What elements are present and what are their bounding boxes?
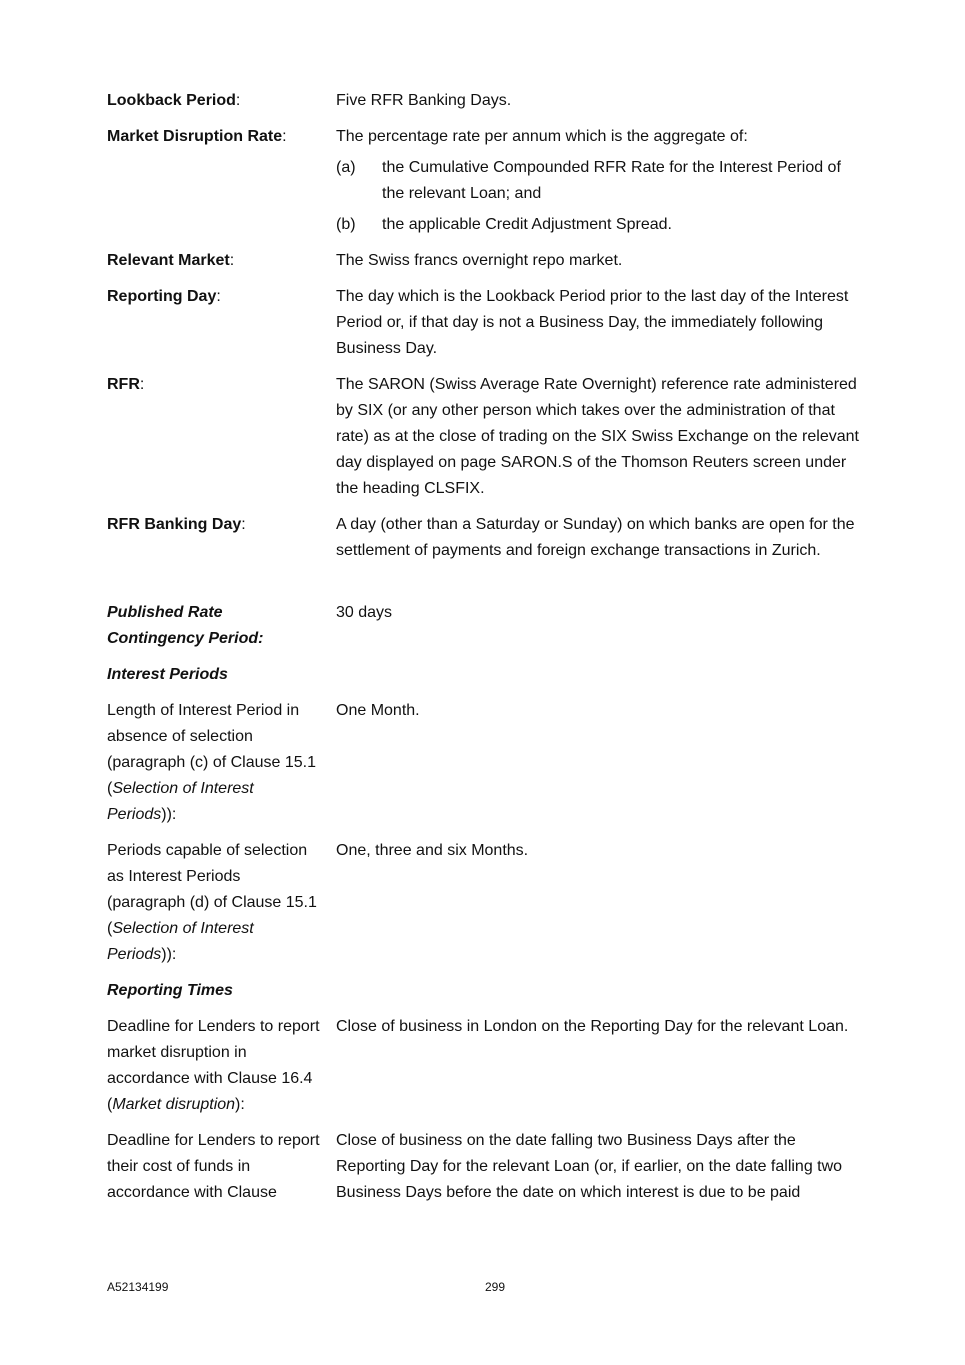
definition-text	[336, 124, 867, 238]
section-heading: Interest Periods	[107, 666, 228, 683]
sub-item-label: (b)	[336, 216, 356, 233]
definition-text: The day which is the Lookback Period prior to the last day of the Interest Period or, if that day is not a Business Day, the immediately following Business Day.	[336, 288, 849, 357]
definition-term: RFR Banking Day:	[107, 516, 246, 533]
sub-item-label: (a)	[336, 159, 356, 176]
definition-intro: The percentage rate per annum which is the aggregate of:	[336, 128, 748, 145]
page-number: 299	[485, 1280, 506, 1294]
definition-term: RFR:	[107, 376, 145, 393]
definition-term: Relevant Market:	[107, 252, 235, 269]
definition-text: One, three and six Months.	[336, 842, 529, 859]
definition-term: Periods capable of selection as Interest Periods (paragraph (d) of Clause 15.1 (Selection of Interest Periods)):	[107, 842, 317, 963]
definition-term: Published Rate Contingency Period:	[107, 604, 264, 647]
definition-text: Close of business in London on the Reporting Day for the relevant Loan.	[336, 1018, 849, 1035]
document-reference: A52134199	[107, 1280, 169, 1294]
definition-text: The Swiss francs overnight repo market.	[336, 252, 623, 269]
definition-term: Length of Interest Period in absence of selection (paragraph (c) of Clause 15.1 (Selection of Interest Periods)):	[107, 702, 316, 823]
definition-text: A day (other than a Saturday or Sunday) on which banks are open for the settlement of payments and foreign exchange transactions in Zurich.	[336, 516, 855, 559]
definition-text: 30 days	[336, 604, 393, 621]
definition-term: Lookback Period:	[107, 92, 241, 109]
definition-text: Five RFR Banking Days.	[336, 92, 512, 109]
sub-item-text: the Cumulative Compounded RFR Rate for the Interest Period of the relevant Loan; and	[382, 159, 841, 202]
definition-term: Market Disruption Rate:	[107, 128, 287, 145]
section-heading: Reporting Times	[107, 982, 233, 999]
definition-term: Deadline for Lenders to report their cost of funds in accordance with Clause	[107, 1132, 320, 1201]
sub-item-text: the applicable Credit Adjustment Spread.	[382, 216, 672, 233]
sub-item	[336, 155, 867, 207]
definition-text: Close of business on the date falling two Business Days after the Reporting Day for the relevant Loan (or, if earlier, on the date falling two Business Days before the date on which interest is due to be paid	[336, 1132, 843, 1201]
definition-term: Deadline for Lenders to report market disruption in accordance with Clause 16.4 (Market disruption):	[107, 1018, 320, 1113]
definition-text: One Month.	[336, 702, 420, 719]
definition-text: The SARON (Swiss Average Rate Overnight) reference rate administered by SIX (or any other person which takes over the administration of that rate) as at the close of trading on the SIX Swiss Exchange on the relevant day displayed on page SARON.S of the Thomson Reuters screen under the heading CLSFIX.	[336, 376, 859, 497]
sub-item	[336, 212, 867, 238]
definition-term: Reporting Day:	[107, 288, 221, 305]
